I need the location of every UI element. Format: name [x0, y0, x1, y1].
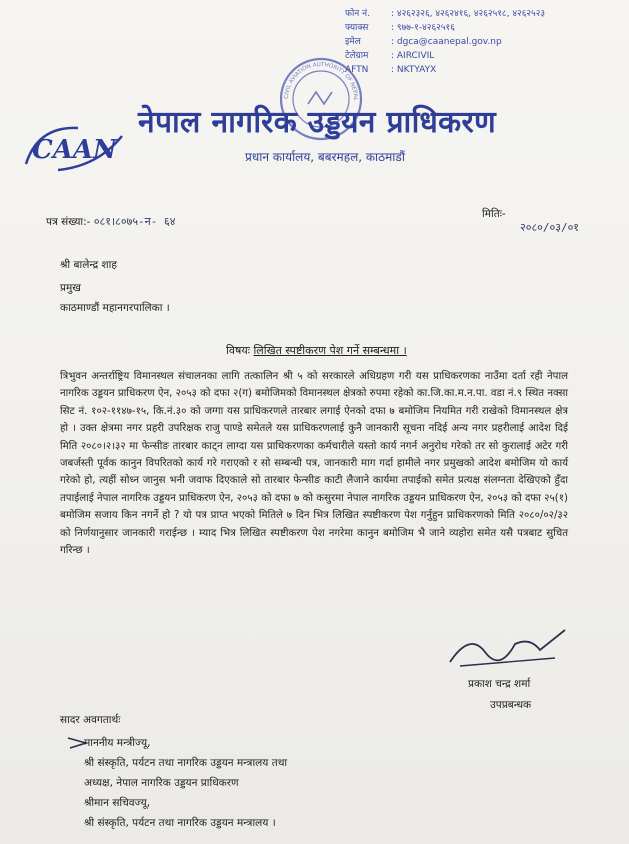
- org-name: नेपाल नागरिक उड्डयन प्राधिकरण: [138, 105, 497, 140]
- stamp-text: CIVIL AVIATION AUTHORITY OF NEPAL: [283, 61, 359, 101]
- letter-number-label: पत्र संख्या:-: [46, 216, 91, 228]
- telegram-label: टेलेग्राम: [345, 51, 369, 61]
- signatory-name: प्रकाश चन्द्र शर्मा: [468, 678, 531, 690]
- aftn-value: : NKTYAYX: [391, 65, 437, 75]
- contact-block: [345, 7, 545, 77]
- phone-row: [345, 7, 545, 21]
- addressee-title: प्रमुख: [60, 282, 81, 294]
- signatory-title: उपप्रबन्धक: [490, 699, 532, 711]
- telegram-value: : AIRCIVIL: [391, 51, 435, 61]
- cc-heading: सादर अवगतार्थः: [60, 714, 121, 726]
- subject-text: लिखित स्पष्टीकरण पेश गर्ने सम्बन्धमा ।: [253, 344, 407, 357]
- fax-row: [345, 21, 545, 35]
- letter-body: त्रिभुवन अन्तर्राष्ट्रिय विमानस्थल संचालनका लागि तत्कालिन श्री ५ को सरकारले अधिग्रहण गरी यस प्राधिकरणका नाउँमा दर्ता रही नेपाल नागरिक उड्डयन प्राधिकरण ऐन, २०५३ को दफा २(ग) बमोजिमको विमानस्थल क्षेत्रको रुपमा रहेको का.जि.का.म.न.पा. वडा नं.९ स्थित नक्सा सिट नं. १०२-११४७-१५, कि.नं.३० को जग्गा यस प्राधिकरणले तारबार लगाई ऐनको दफा ७ बमोजिम नियमित गरी राखेको विमानस्थल क्षेत्र हो । उक्त क्षेत्रमा नगर प्रहरी उपरिक्षक राजु पाण्डे समेतले यस प्राधिकरणलाई कुनै जानकारी सूचना नदिई अन्य नगर प्रहरीलाई आदेश दिई मिति २०८०।२।३२ मा फेन्सीङ तारबार काट्न लाग्दा यस प्राधिकरणका कर्मचारीले यस्तो कार्य नगर्न अनुरोध गरेको तर सो कुरालाई अटेर गरी जबर्जस्ती पूर्वक कानुन विपरितको कार्य गरे गराएको र सो सम्बन्धी पत्र, जानकारी माग गर्दा हामीले नगर प्रमुखको आदेश बमोजिम यो कार्य गरेको हो, त्यहीं सोध्न जानुस भनी जवाफ दिएकाले सो तारबार फेन्सीङ काटी लैजाने कार्यमा तपाईको समेत प्रत्यक्ष संलग्नता देखिएको हुँदा तपाईलाई नेपाल नागरिक उड्डयन प्राधिकरण ऐन, २०५३ को दफा ७ को कसुरमा नेपाल नागरिक उड्डयन प्राधिकरण ऐन, २०५३ को दफा २५(१) बमोजिम सजाय किन नगर्ने हो ? यो पत्र प्राप्त भएको मितिले ७ दिन भित्र लिखित स्पष्टीकरण पेश गर्नुहुन प्राधिकरणको मिति २०८०/०२/३२ को निर्णयानुसार जानकारी गराईन्छ । म्याद भित्र लिखित स्पष्टीकरण पेश नगरेमा कानुन बमोजिम भै जाने व्यहोरा समेत यसै पत्रबाट सुचित गरिन्छ ।: [60, 371, 568, 557]
- phone-label: फोन नं.: [345, 9, 370, 19]
- addressee-org: काठमाण्डौं महानगरपालिका ।: [60, 302, 170, 314]
- caan-logo: [18, 116, 128, 176]
- email-row: [345, 35, 545, 49]
- cc-line: श्रीमान सचिवज्यू,: [84, 797, 151, 809]
- office-address: प्रधान कार्यालय, बबरमहल, काठमाडौं: [245, 150, 405, 164]
- subject-line: [226, 343, 407, 358]
- date-value: २०८०/०३/०१: [520, 221, 580, 234]
- signature-mark: [440, 622, 570, 672]
- fax-label: फ्याक्स: [345, 23, 369, 33]
- aftn-label: AFTN: [345, 65, 369, 75]
- cc-line: श्री संस्कृति, पर्यटन तथा नागरिक उड्डयन मन्त्रालय तथा: [84, 757, 288, 769]
- addressee-name: श्री बालेन्द्र शाह: [60, 259, 117, 271]
- logo-text: CAAN: [32, 135, 117, 165]
- cc-line: श्री संस्कृति, पर्यटन तथा नागरिक उड्डयन मन्त्रालय ।: [84, 817, 276, 829]
- aftn-row: [345, 63, 545, 77]
- cc-line: माननीय मन्त्रीज्यू,: [84, 737, 151, 749]
- letter-number: [46, 214, 175, 229]
- email-label: इमेल: [345, 37, 361, 47]
- subject-label: विषयः: [226, 344, 250, 357]
- cc-line: अध्यक्ष, नेपाल नागरिक उड्डयन प्राधिकरण: [84, 777, 239, 789]
- phone-value: : ४२६२३२६, ४२६२४१६, ४२६२५१८, ४२६२५२३: [391, 9, 546, 19]
- letter-number-value: ०८१।८०७५-न- ६४: [93, 215, 176, 228]
- email-value: : dgca@caanepal.gov.np: [391, 37, 502, 47]
- fax-value: : ९७७-१-४२६२५१६: [391, 23, 455, 33]
- telegram-row: [345, 49, 545, 63]
- date-label: मितिः-: [482, 208, 506, 220]
